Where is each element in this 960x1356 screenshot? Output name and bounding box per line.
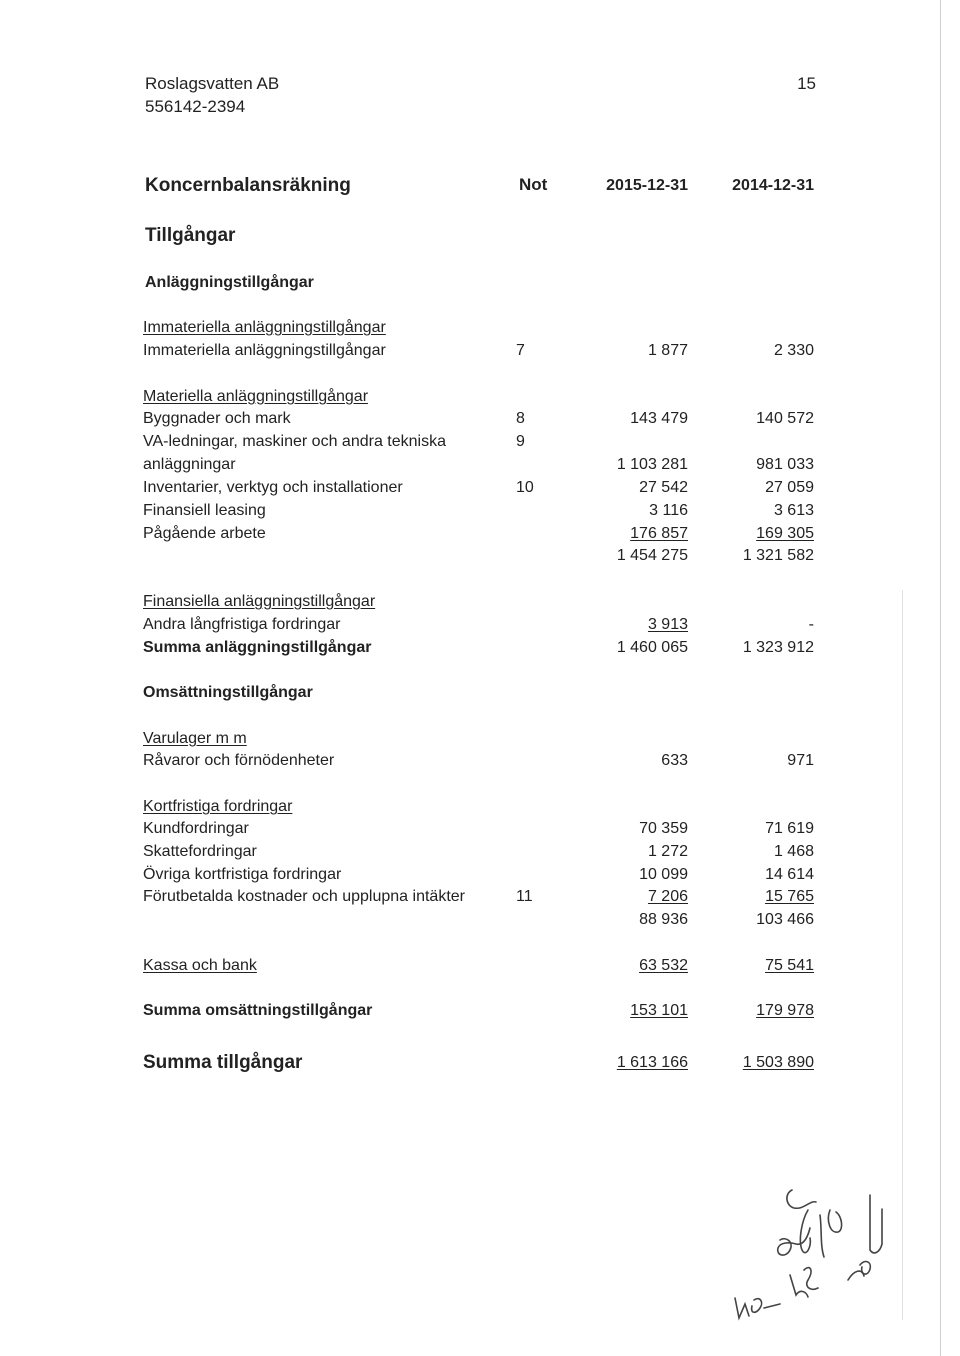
row-value-2014: 14 614 [765, 866, 814, 883]
row-value-2014: 169 305 [756, 525, 814, 542]
cash-2014: 75 541 [765, 957, 814, 974]
row-value-2014: 981 033 [756, 456, 814, 473]
row-label: Andra långfristiga fordringar [143, 616, 341, 633]
scan-edge-line-inner [902, 590, 903, 1320]
inventory-heading: Varulager m m [143, 730, 247, 747]
row-label: Kundfordringar [143, 820, 249, 837]
scan-edge-line [940, 0, 941, 1356]
row-value-2014: - [808, 616, 814, 633]
row-label: Råvaror och förnödenheter [143, 752, 335, 769]
total-assets-2015: 1 613 166 [616, 1054, 688, 1071]
row-label: Inventarier, verktyg och installationer [143, 479, 403, 496]
row-value-2015: 70 359 [639, 820, 688, 837]
total-current-2014: 179 978 [756, 1002, 814, 1019]
row-value-2015: 633 [661, 752, 688, 769]
row-value-2014: 971 [787, 752, 814, 769]
fixed-assets-heading: Anläggningstillgångar [145, 274, 314, 291]
subtotal-2015: 88 936 [639, 911, 688, 928]
total-current-2015: 153 101 [630, 1002, 688, 1019]
tangible-heading: Materiella anläggningstillgångar [143, 388, 369, 405]
cash-2015: 63 532 [639, 957, 688, 974]
total-2015: 1 460 065 [616, 639, 688, 656]
row-value-2014: 27 059 [765, 479, 814, 496]
total-2014: 1 323 912 [742, 639, 814, 656]
row-value-2014: 1 468 [773, 843, 814, 860]
row-value-2014: 140 572 [756, 410, 814, 427]
row-value-2015: 176 857 [630, 525, 688, 542]
handwritten-signatures [720, 1180, 890, 1330]
row-value-2015: 3 913 [647, 616, 688, 633]
receivables-heading: Kortfristiga fordringar [143, 798, 293, 815]
row-note: 10 [516, 479, 534, 496]
row-value-2015: 10 099 [639, 866, 688, 883]
intangible-heading: Immateriella anläggningstillgångar [143, 319, 386, 336]
row-label: Pågående arbete [143, 525, 266, 542]
row-note: 11 [516, 888, 533, 905]
total-assets-2014: 1 503 890 [742, 1054, 814, 1071]
row-value-2015: 1 877 [647, 342, 688, 359]
row-value-2014: 71 619 [765, 820, 814, 837]
row-label: Förutbetalda kostnader och upplupna intäkter [143, 888, 465, 905]
assets-heading: Tillgångar [145, 225, 236, 246]
statement-title: Koncernbalansräkning [145, 175, 351, 196]
total-current-label: Summa omsättningstillgångar [143, 1002, 373, 1019]
row-value-2015: 3 116 [649, 502, 688, 519]
subtotal-2014: 1 321 582 [742, 547, 814, 564]
row-value-2015: 1 272 [647, 843, 688, 860]
row-value-2014: 15 765 [765, 888, 814, 905]
subtotal-2015: 1 454 275 [616, 547, 688, 564]
page-number: 15 [797, 74, 816, 93]
company-name: Roslagsvatten AB [145, 74, 280, 93]
row-label: anläggningar [143, 456, 236, 473]
row-value-2015: 27 542 [639, 479, 688, 496]
note-column-header: Not [519, 175, 548, 194]
row-value-2015: 1 103 281 [616, 456, 688, 473]
row-label: VA-ledningar, maskiner och andra tekniska [143, 433, 446, 450]
row-label: Skattefordringar [143, 843, 257, 860]
subtotal-2014: 103 466 [756, 911, 814, 928]
row-label: Finansiell leasing [143, 502, 266, 519]
financial-heading: Finansiella anläggningstillgångar [143, 593, 376, 610]
row-value-2015: 143 479 [630, 410, 688, 427]
row-value-2015: 7 206 [647, 888, 688, 905]
cash-label: Kassa och bank [143, 957, 257, 974]
row-note: 8 [516, 410, 525, 427]
row-label: Immateriella anläggningstillgångar [143, 342, 386, 359]
row-label: Byggnader och mark [143, 410, 291, 427]
row-note: 7 [516, 342, 525, 359]
row-value-2014: 3 613 [773, 502, 814, 519]
total-label: Summa anläggningstillgångar [143, 639, 372, 656]
org-number: 556142-2394 [145, 97, 246, 116]
current-assets-heading: Omsättningstillgångar [143, 684, 313, 701]
row-value-2014: 2 330 [773, 342, 814, 359]
row-note: 9 [516, 433, 525, 450]
year-2015-header: 2015-12-31 [606, 177, 688, 194]
row-label: Övriga kortfristiga fordringar [143, 866, 342, 883]
year-2014-header: 2014-12-31 [732, 177, 814, 194]
total-assets-label: Summa tillgångar [143, 1052, 303, 1073]
